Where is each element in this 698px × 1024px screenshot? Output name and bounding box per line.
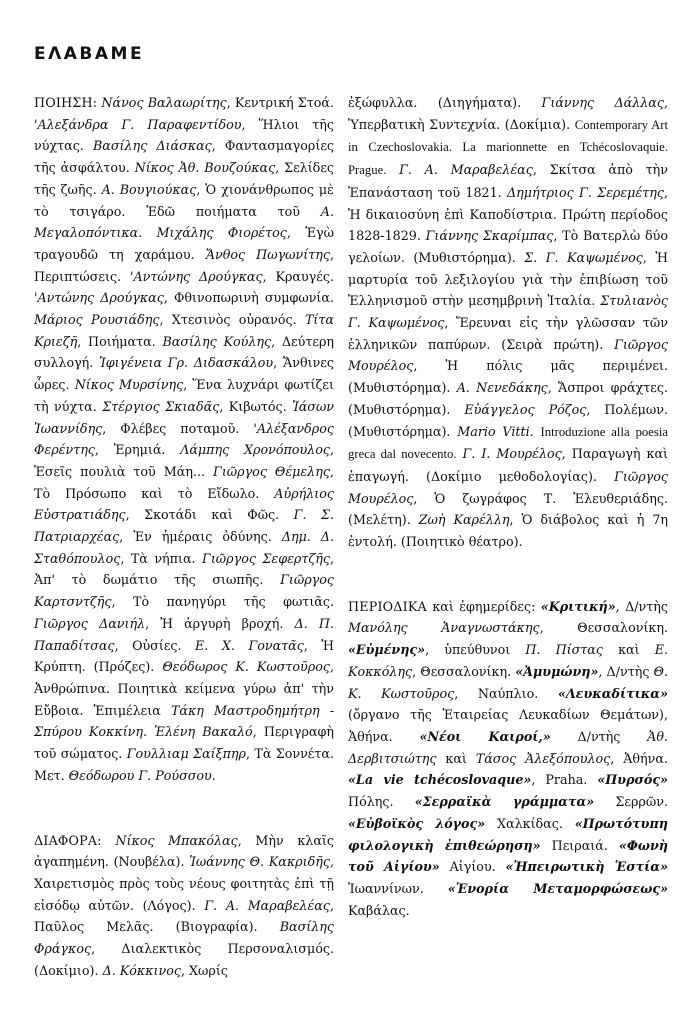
text-run: , Ἡ μαρτυρία τοῦ λεξιλογίου γιὰ τὴν ἐπιβίωση τοῦ Ἑλληνισμοῦ στὴν μεσημβρινὴ Ἰταλία. — [348, 249, 668, 309]
text-run: , Ἐσεῖς πουλιὰ τοῦ Μάη... — [34, 442, 334, 479]
section-label: ΔΙΑΦΟΡΑ: — [34, 832, 102, 848]
author-name: 'Αντώνης Δρούγκας — [130, 268, 263, 284]
author-name: Νίκος Μπακόλας — [115, 832, 238, 848]
text-run: Δ/ντὴς — [550, 728, 648, 744]
text-run: , Σκίτσα ἀπὸ τὴν Ἐπανάσταση τοῦ 1821. — [348, 162, 668, 200]
periodical-title: «Ἀμυμώνη» — [515, 663, 599, 679]
author-name: Ε. Κοκκόλης — [348, 642, 668, 679]
text-run: (ὄργανο τῆς Ἑταιρείας Λευκαδίων Θεμάτων), Ἀθήνα. — [348, 707, 668, 744]
text-run: . — [138, 225, 157, 241]
text-run: , Σκοτάδι καὶ Φῶς. — [125, 507, 294, 523]
text-run: , Χωρίς — [180, 962, 228, 978]
text-run — [386, 162, 399, 177]
text-run: , Ἡ ἀργυρὴ βροχή. — [145, 615, 295, 631]
text-run: , Θεσσαλονίκη. — [539, 620, 668, 636]
author-name: Mario Vitti — [457, 423, 530, 439]
text-run: , Σελίδες τῆς ζωῆς. — [34, 160, 334, 197]
author-name: Αὐρήλιος Εὐστρατιάδης — [34, 485, 334, 523]
periodical-title: «Πρωτότυπη φιλολογικὴ ἐπιθεώρηση» — [348, 815, 668, 853]
text-run: , Κιβωτός. — [219, 398, 293, 414]
text-run: , Ναύπλιο. — [454, 685, 558, 701]
text-run: , Πολέμων. (Μυθιστόρημα). — [348, 401, 668, 439]
author-name: Γιῶργος Καρτσντζῆς — [34, 572, 334, 610]
text-run: , Ἥλιοι τῆς νύχτας. — [34, 116, 334, 154]
author-name: Ἰωάννης Θ. Κακριδῆς — [189, 854, 330, 870]
text-run: , Ὁ διάβολος καὶ ἡ 7η ἐντολή. (Ποιητικὸ θέατρο). — [348, 512, 669, 550]
text-run: , Ἐγὼ τραγουδῶ τη χαράμου. — [34, 225, 334, 262]
author-name: Δημήτριος Γ. Σερεμέτης — [506, 184, 664, 200]
author-name: Γιῶργος Δανιήλ — [34, 615, 146, 631]
right-column — [348, 92, 668, 921]
author-name: Δ. Κόκκινος — [102, 962, 181, 978]
author-name: Γ. Ι. Μουρέλος — [462, 446, 562, 462]
text-run: , Τὰ νήπια. — [120, 550, 203, 566]
text-run: , Φαντασμαγορίες τῆς ἀσφάλτου. — [34, 138, 335, 176]
author-name: Ζωὴ Καρέλλη — [418, 512, 510, 528]
text-run: καὶ ἐφημερίδες: — [426, 598, 541, 614]
text-run: , Τὸ πανηγύρι τῆς φωτιᾶς. — [111, 594, 334, 610]
periodical-title: «Ἠπειρωτικὴ Ἑστία» — [505, 859, 668, 875]
author-name: Γ. Σ. Πατριαρχέας — [34, 507, 334, 545]
text-run: Αἰγίου. — [439, 859, 506, 875]
text-run: . — [211, 767, 216, 783]
text-run: καὶ — [436, 750, 476, 766]
text-run: , Οὐσίες. — [114, 637, 196, 653]
periodical-title: «Νέοι Καιροί,» — [419, 728, 551, 744]
author-name: Ἀθ. Δερβιτσιώτης — [348, 728, 668, 766]
text-run: Σερρῶν. — [594, 794, 668, 810]
text-run: , Τὰ Σοννέτα. Μετ. — [34, 746, 334, 783]
author-name: Α. Νενεδάκης — [456, 380, 548, 396]
text-run: , Μὴν κλαῖς ἀγαπημένη. (Νουβέλα). — [34, 832, 334, 870]
text-run: , Παραγωγὴ καὶ ἐπαγωγή. (Δοκίμιο μεθοδολογίας). — [348, 446, 668, 484]
periodicals-section — [348, 596, 668, 922]
text-run: , Δ/ντὴς — [598, 663, 654, 679]
author-name: Τάκη Μαστροδημήτρη - Σπύρου Κοκκίνη — [34, 702, 335, 740]
misc-section-continued — [348, 92, 668, 553]
section-label: ΠΕΡΙΟΔΙΚΑ — [348, 598, 427, 614]
author-name: Θ. Κ. Κωστοῦρος — [348, 663, 668, 701]
text-run: , Ἡ δικαιοσύνη ἐπὶ Καποδίστρια. Πρώτη περίοδος 1828-1829. — [348, 184, 668, 244]
text-run: , Ἀπ' τὸ δωμάτιο τῆς σιωπῆς. — [34, 550, 334, 588]
author-name: Στέργιος Σκιαδᾶς — [102, 398, 220, 414]
author-name: Γιάννης Σκαρίμπας — [425, 228, 554, 244]
text-run: . — [142, 724, 155, 740]
text-run: ἐξώφυλλα. (Διηγήματα). — [348, 95, 542, 110]
text-run: , Κραυγές. — [262, 268, 334, 284]
author-name: Λάμπης Χρονόπουλος — [180, 442, 330, 458]
author-name: Τάσος Ἀλεξόπουλος — [475, 750, 611, 766]
author-name: Νάνος Βαλαωρίτης — [101, 95, 227, 110]
text-run: Χαλκίδας. — [485, 815, 575, 831]
text-run: , Ἀθήνα. — [610, 750, 668, 766]
text-run: , Θεσσαλονίκη. — [412, 663, 516, 679]
text-run: , Ἡ Κρύπτη. (Πρόζες). — [34, 637, 334, 675]
text-run: Πόλης. — [348, 794, 415, 810]
text-run — [102, 833, 116, 848]
author-name: Ἄνθος Πωγωνίτης — [205, 246, 330, 262]
text-run: , Παῦλος Μελᾶς. (Βιογραφία). — [34, 897, 334, 935]
text-run: , ὑπεύθυνοι — [425, 642, 526, 658]
text-run: , Περιγραφὴ τοῦ σώματος. — [34, 724, 334, 762]
author-name: Στυλιανὸς Γ. Καψωμένος — [348, 293, 668, 331]
misc-section — [34, 830, 334, 982]
section-label: ΠΟΙΗΣΗ: — [34, 95, 98, 110]
foreign-title: Introduzione alla poesia greca dal novecento. — [348, 424, 668, 462]
author-name: Γουλλιαμ Σαίξπηρ — [126, 746, 246, 762]
periodical-title: «Εὐβοϊκὸς λόγος» — [348, 815, 486, 831]
author-name: Γ. Α. Μαραβελέας — [204, 897, 330, 913]
text-run: , Ὁ ζωγράφος Τ. Ἐλευθεριάδης. (Μελέτη). — [348, 490, 668, 528]
text-run: Καβάλας. — [348, 902, 410, 918]
author-name: Ε. Χ. Γονατᾶς — [195, 637, 304, 653]
author-name: Βασίλης Διάσκας — [92, 138, 212, 154]
author-name: Α. Βουγιούκας — [101, 181, 197, 197]
page-heading: ΕΛΑΒΑΜΕ — [34, 44, 145, 64]
author-name: Βασίλης Φράγκος — [34, 919, 334, 957]
text-run: καὶ — [602, 642, 655, 658]
periodical-title: «Φωνὴ τοῦ Αἰγίου» — [348, 837, 668, 875]
section-gap — [34, 787, 334, 830]
author-name: Μιχάλης Φιορέτος — [156, 225, 287, 241]
periodical-title: «Πυρσός» — [597, 772, 668, 788]
text-run: , Ἐν ἡμέραις ὀδύνης. — [119, 529, 282, 545]
author-name: Ἰφιγένεια Γρ. Διδασκάλου — [99, 355, 274, 371]
left-column — [34, 92, 334, 981]
section-gap — [348, 553, 668, 596]
author-name: Σ. Γ. Καψωμένος — [524, 249, 643, 265]
author-name: Θεόδωρος Κ. Κωστοῦρος — [162, 659, 330, 675]
author-name: 'Αλεξάνδρα Γ. Παραφεντίδου — [34, 116, 242, 132]
author-name: Ἰάσων Ἰωαννίδης — [34, 398, 335, 436]
author-name: Γιῶργος Μουρέλος — [348, 468, 668, 506]
text-run: , Ἡ πόλις μᾶς περιμένει. (Μυθιστόρημα). — [348, 358, 668, 396]
text-run: , Κεντρική Στοά. — [226, 95, 334, 110]
author-name: Γ. Α. Μαραβελέας — [399, 162, 533, 178]
author-name: Γιάννης Δάλλας — [541, 95, 664, 110]
periodical-title: «Εὐμένης» — [348, 642, 426, 658]
text-run: Ἰωαννίνων. — [348, 880, 448, 896]
poetry-section — [34, 92, 334, 787]
text-run: , Ἄσπροι φράχτες. (Μυθιστόρημα). — [348, 380, 668, 417]
author-name: Εὐάγγελος Ρόζος — [464, 401, 587, 417]
text-run: , Ἀνθρώπινα. Ποιητικὰ κείμενα γύρω ἀπ' τὴν Εὔβοια. Ἐπιμέλεια — [34, 659, 335, 718]
author-name: Δ. Π. Παπαδίτσας — [34, 615, 335, 653]
text-run: , Ἐρημιά. — [94, 442, 181, 458]
text-run: , Φλέβες ποταμοῦ. — [102, 420, 254, 436]
author-name: Τίτα Κριεζῆ — [34, 312, 334, 349]
periodical-title: «Λευκαδίτικα» — [557, 685, 668, 701]
text-run: , Ἄνθινες ὧρες. — [34, 355, 334, 393]
text-run: , Δεύτερη συλλογή. — [34, 333, 335, 371]
periodical-title: «Κριτική» — [540, 598, 616, 614]
text-run: . — [529, 423, 541, 439]
periodical-title: «La vie tchécoslovaque» — [348, 772, 532, 788]
author-name: Γιῶργος Θέμελης — [213, 463, 330, 479]
author-name: Γιῶργος Σεφερτζῆς — [202, 550, 330, 566]
text-run: Πειραιά. — [540, 837, 619, 853]
author-name: Θεόδωρου Γ. Ρούσσου — [68, 767, 212, 783]
author-name: 'Αντώνης Δρούγκας — [34, 290, 164, 306]
author-name: Νίκος Ἀθ. Βουζούκας — [134, 160, 276, 176]
author-name: Νίκος Μυρσίνης — [74, 377, 184, 393]
text-run: , Περιπτώσεις. — [34, 246, 334, 284]
author-name: Π. Πίστας — [525, 642, 603, 658]
author-name: Α. Μεγαλοπόντικα — [34, 203, 334, 241]
text-run: , Ὑπερβατικὴ Συντεχνία. (Δοκίμια). — [348, 95, 668, 132]
text-run: , Ἔρευναι εἰς τὴν γλῶσσαν τῶν ἑλληνικῶν παπύρων. (Σειρὰ πρώτη). — [348, 315, 668, 352]
author-name: 'Αλέξανδρος Φερέντης — [34, 420, 334, 458]
periodical-title: «Σερραϊκὰ γράμματα» — [414, 794, 595, 810]
foreign-title: Contemporary Art in Czechoslovakia. La marionnette en Tchécoslovaquie. Prague. — [348, 117, 668, 178]
text-run: , Φθινοπωρινὴ συμφωνία. — [163, 290, 334, 306]
text-run: , Praha. — [531, 772, 598, 788]
text-run: , Χαιρετισμὸς πρὸς τοὺς νέους φοιτητὰς ἐπὶ τῇ εἰσόδῳ αὐτῶν. (Λόγος). — [34, 854, 334, 913]
author-name: Βασίλης Κούλης — [162, 333, 272, 349]
author-name: Δημ. Δ. Σταθόπουλος — [34, 529, 335, 566]
text-run: , Τὸ Πρόσωπο καὶ τὸ Εἴδωλο. — [34, 463, 334, 501]
text-run: , Ποιήματα. — [77, 333, 163, 349]
text-run: , Ἕνα λυχνάρι φωτίζει τὴ νύχτα. — [34, 377, 334, 414]
text-run: , Χτεσινὸς οὐρανός. — [159, 312, 305, 328]
author-name: Μάριος Ρουσιάδης — [34, 312, 160, 328]
text-run: , Διαλεκτικὸς Περσοναλισμός. (Δοκίμιο). — [34, 941, 334, 978]
periodical-title: «Ἐνορία Μεταμορφώσεως» — [447, 880, 668, 896]
text-run: , Ὁ χιονάνθρωπος μὲ τὸ τσιγάρο. Ἐδῶ ποιήματα τοῦ — [34, 181, 334, 219]
author-name: Γιῶργος Μουρέλος — [348, 336, 668, 374]
author-name: Μανόλης Ἀναγνωστάκης — [348, 620, 540, 636]
text-run: , Δ/ντὴς — [615, 598, 668, 614]
text-run: , Τὸ Βατερλὼ δύο γελοίων. (Μυθιστόρημα). — [348, 228, 668, 265]
author-name: Ἐλένη Βακαλό — [154, 724, 253, 740]
